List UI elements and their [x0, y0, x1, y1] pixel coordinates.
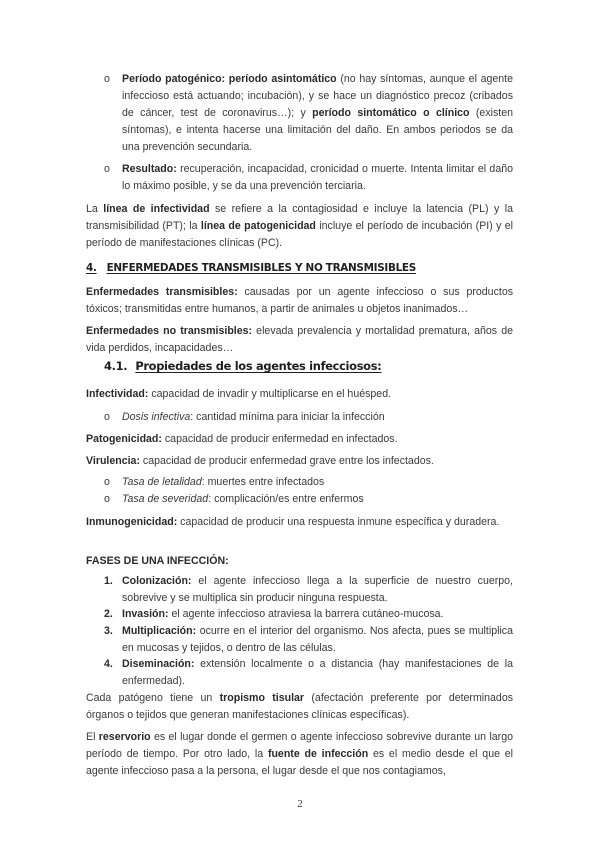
fases-title [86, 553, 513, 570]
bold-term: Inmunogenicidad: [86, 516, 178, 528]
paragraph-patogenicidad [86, 431, 513, 448]
body-text: extensión localmente o a distancia (hay manifestaciones de la enfermedad). [122, 658, 513, 687]
body-text: es el lugar donde el germen o agente infeccioso sobrevive durante un largo período de tiempo. Por otro lado, la [86, 731, 513, 760]
body-text: (no hay síntomas, aunque el agente infeccioso está actuando; incubación), y se hace un diagnóstico precoz (cribados de cáncer, test de coronavirus…); y [122, 73, 513, 119]
section-title: ENFERMEDADES TRANSMISIBLES Y NO TRANSMISIBLES [106, 262, 416, 274]
body-text: incluye el período de incubación (PI) y el período de manifestaciones clínicas (PC). [86, 220, 513, 249]
bold-term: Infectividad: [86, 388, 149, 400]
body-text: : complicación/es entre enfermos [208, 493, 364, 505]
body-text: Cada patógeno tiene un [86, 692, 220, 704]
bullet-dosis-infectiva [122, 409, 513, 426]
body-text: (existen síntomas), e intenta hacerse una limitación del daño. En ambos periodos se da una prevención secundaria. [122, 107, 513, 153]
paragraph-reservorio [86, 729, 513, 780]
paragraph-virulencia [86, 453, 513, 470]
bold-term: reservorio [98, 731, 151, 743]
bold-term: línea de infectividad [103, 203, 210, 215]
paragraph-no-transmisibles [86, 323, 513, 357]
bullet-marker: o [104, 411, 110, 423]
bold-term: Virulencia: [86, 455, 140, 467]
bold-term: Multiplicación: [122, 625, 197, 637]
bold-term: Enfermedades no transmisibles: [86, 325, 253, 337]
list-number: 4. [104, 658, 113, 670]
italic-term: Dosis infectiva [122, 411, 191, 423]
section-number: 4. [86, 262, 97, 274]
italic-term: Tasa de severidad [122, 493, 209, 505]
bullet-tasa-severidad [122, 491, 513, 508]
bold-term: período sintomático o clínico [312, 107, 470, 119]
body-text: ocurre en el interior del organismo. Nos afecta, pues se multiplica en mucosas y tejidos, o dentro de las células. [122, 625, 513, 654]
subsection-title: Propiedades de los agentes infecciosos: [135, 359, 382, 373]
body-text: el agente infeccioso atraviesa la barrera cutáneo-mucosa. [168, 608, 444, 620]
bullet-marker: o [104, 73, 110, 85]
fase-item-diseminacion [122, 656, 513, 690]
italic-term: Tasa de letalidad [122, 476, 202, 488]
subsection-number: 4.1. [104, 359, 128, 373]
bullet-resultado [122, 161, 513, 195]
bold-term: Resultado: [122, 163, 177, 175]
body-text: recuperación, incapacidad, cronicidad o muerte. Intenta limitar el daño lo máximo posible, y se da una prevención terciaria. [122, 163, 513, 192]
bold-term: Invasión: [122, 608, 169, 620]
bold-term: Colonización: [122, 575, 192, 587]
bullet-periodo-patogenico [122, 71, 513, 156]
bold-term: Diseminación: [122, 658, 195, 670]
fase-item-colonizacion [122, 573, 513, 607]
bold-term: Enfermedades transmisibles: [86, 286, 238, 298]
body-text: (afectación preferente por determinados órganos o tejidos que generan manifestaciones clínicas específicas). [86, 692, 514, 721]
body-text: El [86, 731, 99, 743]
body-text: se refiere a la contagiosidad e incluye la latencia (PL) y la transmisibilidad (PT); la [86, 203, 513, 232]
fase-item-multiplicacion [122, 623, 513, 657]
bullet-marker: o [104, 163, 110, 175]
list-number: 3. [104, 625, 113, 637]
paragraph-transmisibles [86, 284, 513, 318]
bold-term: FASES DE UNA INFECCIÓN: [86, 555, 229, 567]
bold-term: fuente de infección [267, 748, 369, 760]
body-text: elevada prevalencia y mortalidad prematura, años de vida perdidos, incapacidades… [86, 325, 513, 354]
body-text: el agente infeccioso llega a la superficie de nuestro cuerpo, sobrevive y se multiplica sin producir ninguna respuesta. [122, 575, 513, 604]
paragraph-lineas [86, 201, 513, 252]
body-text: capacidad de producir enfermedad en infectados. [161, 433, 398, 445]
bold-term: Patogenicidad: [86, 433, 162, 445]
bold-term: línea de patogenicidad [200, 220, 316, 232]
body-text: : muertes entre infectados [201, 476, 325, 488]
paragraph-inmunogenicidad [86, 514, 513, 531]
page-number: 2 [297, 798, 303, 810]
body-text: : cantidad mínima para iniciar la infección [190, 411, 385, 423]
bullet-marker: o [104, 493, 110, 505]
bold-term: Período patogénico: período asintomático [122, 73, 337, 85]
bullet-tasa-letalidad [122, 474, 513, 491]
body-text: La [86, 203, 104, 215]
list-number: 2. [104, 608, 113, 620]
body-text: capacidad de producir enfermedad grave entre los infectados. [139, 455, 434, 467]
section-heading-4 [86, 262, 416, 274]
body-text: causadas por un agente infeccioso o sus productos tóxicos; transmitidas entre humanos, a partir de animales u objetos inanimados… [86, 286, 514, 315]
bullet-marker: o [104, 476, 110, 488]
subsection-heading-4-1 [104, 359, 381, 373]
paragraph-tropismo [86, 690, 513, 724]
list-number: 1. [104, 575, 113, 587]
fase-item-invasion [122, 606, 513, 623]
bold-term: tropismo tisular [219, 692, 305, 704]
body-text: capacidad de producir una respuesta inmune específica y duradera. [177, 516, 500, 528]
paragraph-infectividad [86, 386, 513, 403]
body-text: es el medio desde el que el agente infeccioso pasa a la persona, el lugar desde el que nos contagiamos, [86, 748, 514, 777]
body-text: capacidad de invadir y multiplicarse en el huésped. [148, 388, 392, 400]
